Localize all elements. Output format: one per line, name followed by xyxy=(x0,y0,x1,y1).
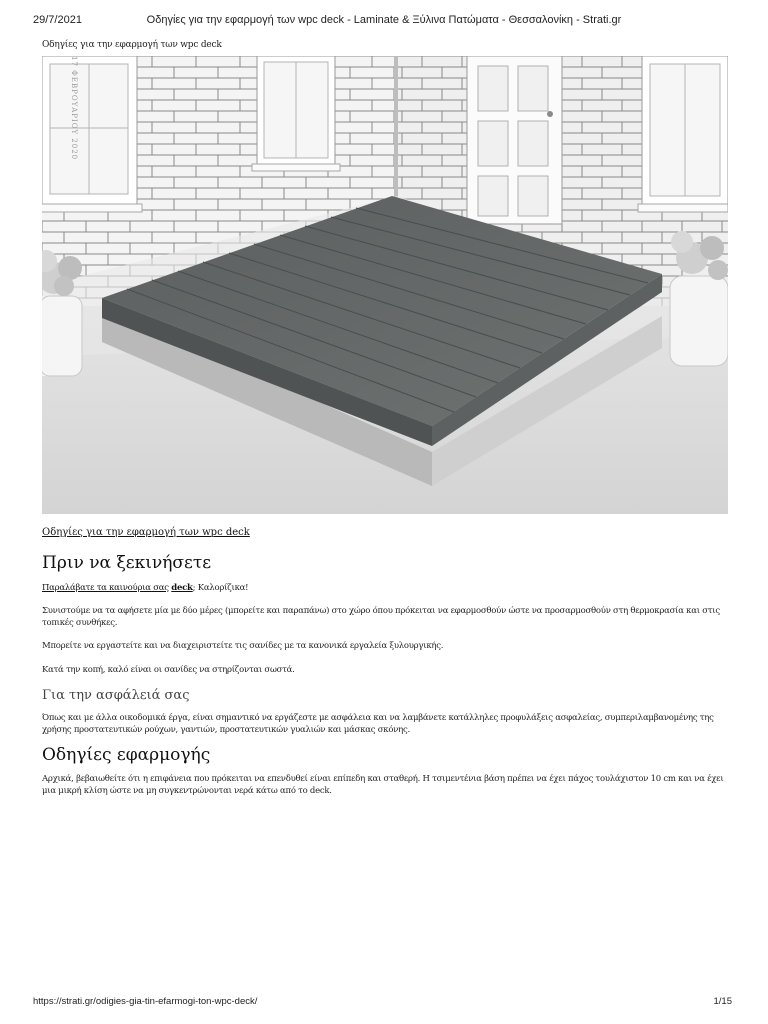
instructions-paragraph: Αρχικά, βεβαιωθείτε ότι η επιφάνεια που πρόκειται να επενδυθεί είναι επίπεδη και σταθερή. Η τσιμεντένια βάση πρέπει να έχει πάχος τουλάχιστον 10 cm και να έχει μια μικρή κλίση ώστε να μη συγκεντρώνονται νερά κάτω από το deck. xyxy=(42,774,724,796)
received-tail: ; Καλορίζικα! xyxy=(192,583,249,593)
breadcrumb: Οδηγίες για την εφαρμογή των wpc deck xyxy=(42,40,222,50)
received-paragraph xyxy=(42,582,728,594)
acclimatize-paragraph: Συνιστούμε να τα αφήσετε μία με δύο μέρες (μπορείτε και παραπάνω) στο χώρο όπου πρόκειται να εφαρμοσθούν ώστε να προσαρμοσθούν στη θερμοκρασία και στις τοπικές συνθήκες. xyxy=(42,606,720,628)
tools-paragraph: Μπορείτε να εργαστείτε και να διαχειριστείτε τις σανίδες με τα κανονικά εργαλεία ξυλουργικής. xyxy=(42,641,444,651)
print-footer xyxy=(0,996,768,1010)
section-heading-safety: Για την ασφάλειά σας xyxy=(42,688,190,703)
section-heading-before-start: Πριν να ξεκινήσετε xyxy=(42,553,212,573)
received-link[interactable]: Παραλάβατε τα καινούρια σας xyxy=(42,583,169,593)
deck-link[interactable]: deck xyxy=(171,583,193,593)
page-number: 1/15 xyxy=(713,996,732,1007)
cutting-paragraph: Κατά την κοπή, καλό είναι οι σανίδες να στηρίζονται σωστά. xyxy=(42,665,295,675)
image-caption-link[interactable]: Οδηγίες για την εφαρμογή των wpc deck xyxy=(42,527,250,538)
section-heading-instructions: Οδηγίες εφαρμογής xyxy=(42,745,211,765)
safety-paragraph: Όπως και με άλλα οικοδομικά έργα, είναι σημαντικό να εργάζεστε με ασφάλεια και να λαμβάνετε κατάλληλες προφυλάξεις ασφαλείας, συμπεριλαμβανομένης της χρήσης προστατευτικών ρούχων, γαντιών, προστατευτικών γυαλιών και μάσκας σκόνης. xyxy=(42,713,714,735)
print-date: 29/7/2021 xyxy=(33,14,82,26)
print-header xyxy=(0,14,768,30)
print-title: Οδηγίες για την εφαρμογή των wpc deck - Laminate & Ξύλινα Πατώματα - Θεσσαλονίκη - Strati.gr xyxy=(146,14,622,26)
post-date-stamp: 17 ΦΕΒΡΟΥΑΡΙΟΥ 2020 xyxy=(70,56,78,161)
page-url: https://strati.gr/odigies-gia-tin-efarmogi-ton-wpc-deck/ xyxy=(33,996,258,1007)
hero-image xyxy=(42,56,728,514)
